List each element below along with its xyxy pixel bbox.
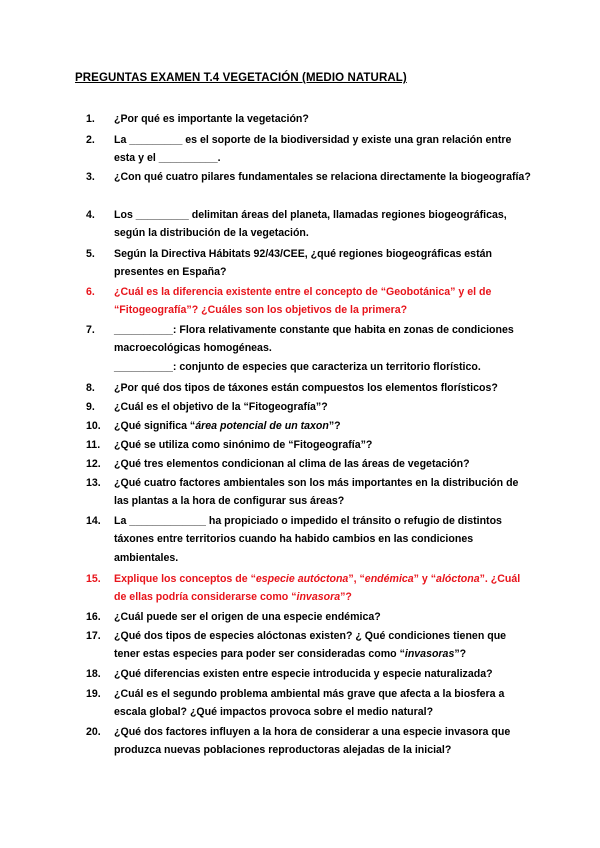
question-number: 9.: [86, 401, 95, 413]
italic-term: especie autóctona: [255, 573, 349, 585]
question-text: ¿Por qué es importante la vegetación?: [114, 113, 309, 125]
question-5: [86, 245, 532, 282]
question-number: 20.: [86, 726, 101, 738]
question-number: 16.: [86, 611, 101, 623]
question-number: 18.: [86, 668, 101, 680]
question-2: [86, 131, 532, 168]
question-number: 2.: [86, 134, 95, 146]
question-3: [86, 168, 532, 186]
question-number: 14.: [86, 515, 101, 527]
question-text: ¿Qué cuatro factores ambientales son los más importantes en la distribución de las plantas a la hora de configurar sus áreas?: [114, 477, 519, 508]
question-text: [114, 570, 532, 607]
question-9: [86, 398, 532, 416]
question-text: ¿Cuál es el objetivo de la “Fitogeografía”?: [114, 401, 328, 413]
question-text: [114, 417, 532, 435]
question-6: [86, 283, 532, 320]
question-number: 12.: [86, 458, 101, 470]
italic-term: alóctona: [436, 573, 480, 585]
question-text: ¿Con qué cuatro pilares fundamentales se relaciona directamente la biogeografía?: [114, 171, 531, 183]
question-text: ¿Cuál es el segundo problema ambiental más grave que afecta a la biosfera a escala global? ¿Qué impactos provoca sobre el medio natural?: [114, 688, 505, 719]
text-part: ”, “: [348, 573, 365, 585]
text-part: ”?: [340, 591, 352, 604]
question-8: [86, 379, 532, 397]
question-14: [86, 512, 532, 567]
question-16: [86, 608, 532, 626]
text-part: ¿Qué dos tipos de especies alóctonas existen? ¿ Qué condiciones tienen que tener estas especies para poder ser consideradas como “: [114, 630, 507, 661]
italic-term: invasora: [296, 591, 341, 604]
question-text: ¿Cuál es la diferencia existente entre el concepto de “Geobotánica” y el de “Fitogeografía”? ¿Cuáles son los objetivos de la primera?: [114, 286, 492, 317]
question-text: Los _________ delimitan áreas del planeta, llamadas regiones biogeográficas, según la distribución de la vegetación.: [114, 209, 507, 240]
question-text: ¿Cuál puede ser el origen de una especie endémica?: [114, 611, 381, 623]
question-text-line: __________: Flora relativamente constante que habita en zonas de condiciones macroecológicas homogéneas.: [114, 324, 514, 355]
text-part: Explique los conceptos de “: [114, 573, 256, 585]
question-text: Según la Directiva Hábitats 92/43/CEE, ¿qué regiones biogeográficas están presentes en España?: [114, 248, 492, 279]
question-number: 3.: [86, 171, 95, 183]
question-10: [86, 417, 532, 435]
italic-term: endémica: [364, 573, 414, 585]
question-number: 10.: [86, 420, 101, 432]
question-13: [86, 474, 532, 511]
question-text: [114, 321, 532, 376]
question-number: 15.: [86, 573, 101, 585]
question-17: [86, 627, 532, 664]
question-text: ¿Qué diferencias existen entre especie introducida y especie naturalizada?: [114, 668, 493, 680]
question-number: 1.: [86, 113, 95, 125]
text-part: ¿Qué significa “: [114, 420, 196, 432]
question-19: [86, 685, 532, 722]
question-text: La _________ es el soporte de la biodiversidad y existe una gran relación entre esta y el __________.: [114, 134, 512, 165]
question-number: 19.: [86, 688, 101, 700]
question-number: 6.: [86, 286, 95, 298]
question-number: 13.: [86, 477, 101, 489]
text-part: ”?: [328, 420, 341, 432]
question-subtext: __________: conjunto de especies que caracteriza un territorio florístico.: [114, 360, 481, 373]
question-text: La _____________ ha propiciado o impedido el tránsito o refugio de distintos táxones entre territorios cuando ha habido cambios en las condiciones ambientales.: [114, 515, 502, 564]
question-number: 11.: [86, 439, 101, 451]
question-text: ¿Qué tres elementos condicionan al clima de las áreas de vegetación?: [114, 458, 470, 470]
question-12: [86, 455, 532, 473]
question-text: ¿Qué dos factores influyen a la hora de considerar a una especie invasora que produzca nuevas poblaciones reproductoras alejadas de la inicial?: [114, 726, 511, 757]
question-number: 7.: [86, 324, 95, 336]
question-18: [86, 665, 532, 683]
question-20: [86, 723, 532, 760]
question-number: 8.: [86, 382, 95, 394]
text-part: ”?: [454, 648, 467, 661]
question-7: [86, 321, 532, 376]
italic-term: invasoras: [404, 648, 455, 661]
question-1: [86, 110, 532, 128]
question-number: 5.: [86, 248, 95, 260]
question-11: [86, 436, 532, 454]
italic-term: área potencial de un taxon: [195, 420, 329, 432]
question-text: [114, 627, 532, 664]
question-4: [86, 206, 532, 243]
question-number: 17.: [86, 630, 101, 642]
question-text: ¿Qué se utiliza como sinónimo de “Fitogeografía”?: [114, 439, 373, 451]
text-part: ”. ¿Cuál de ellas podría considerarse como “: [114, 573, 521, 604]
question-number: 4.: [86, 209, 95, 221]
question-15: [86, 570, 532, 607]
text-part: ” y “: [413, 573, 437, 585]
page-title: PREGUNTAS EXAMEN T.4 VEGETACIÓN (MEDIO NATURAL): [75, 72, 407, 84]
question-text: ¿Por qué dos tipos de táxones están compuestos los elementos florísticos?: [114, 382, 498, 394]
